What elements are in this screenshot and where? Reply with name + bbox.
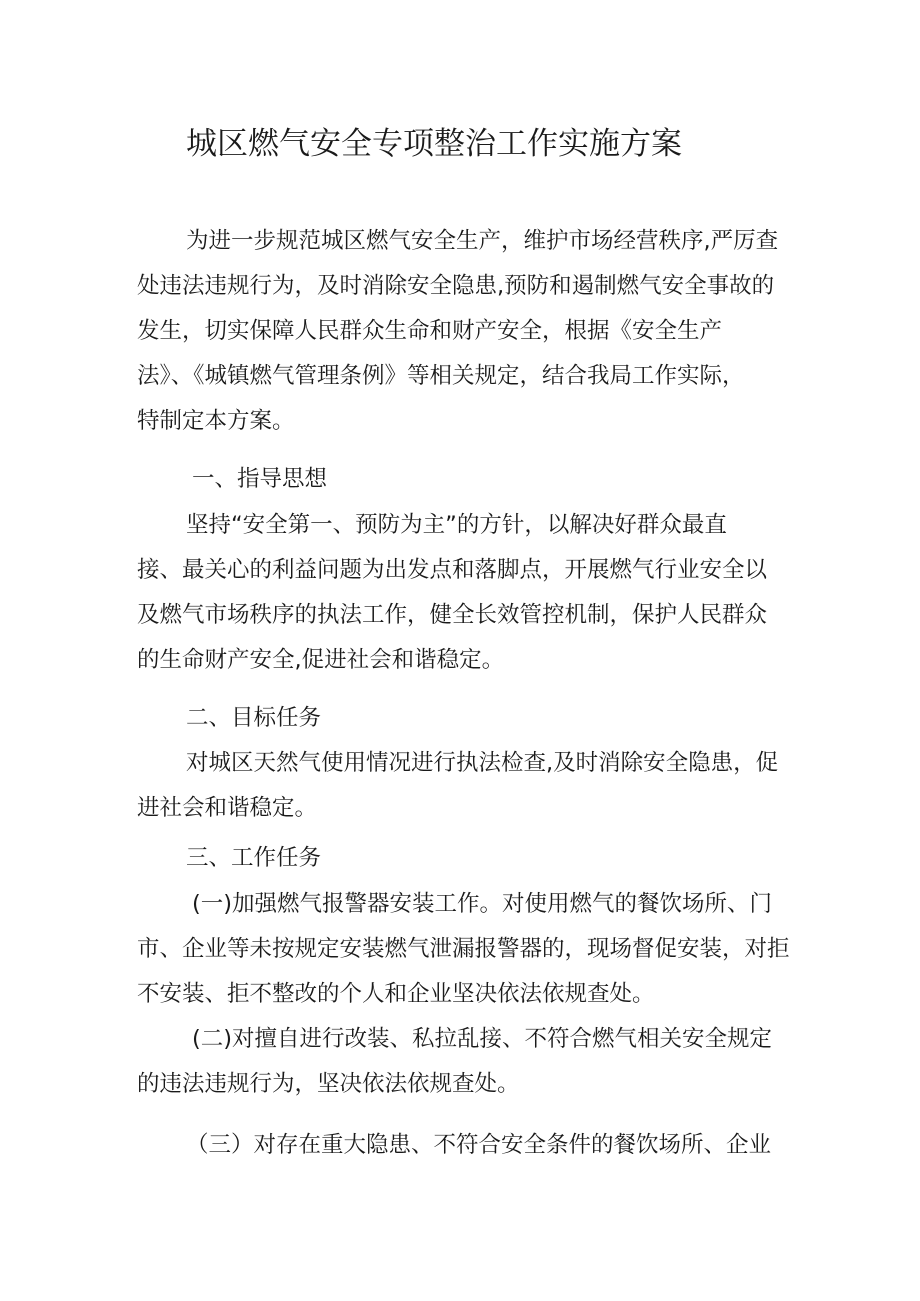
- text-line: 市、企业等未按规定安装燃气泄漏报警器的，现场督促安装，对拒: [137, 936, 790, 962]
- text-line: 法》、《城镇燃气管理条例》等相关规定，结合我局工作实际，: [137, 363, 745, 389]
- text-line: (二)对擅自进行改装、私拉乱接、不符合燃气相关安全规定: [192, 1026, 773, 1052]
- section-heading-tasks: 三、工作任务: [186, 845, 322, 871]
- text-line: 发生，切实保障人民群众生命和财产安全，根据《安全生产: [137, 318, 723, 344]
- text-line: 对城区天然气使用情况进行执法检查,及时消除安全隐患，促: [186, 750, 779, 776]
- text-line: 特制定本方案。: [137, 408, 295, 434]
- text-line: 及燃气市场秩序的执法工作，健全长效管控机制，保护人民群众: [137, 602, 768, 628]
- section-heading-goals: 二、目标任务: [186, 705, 322, 731]
- text-line: 进社会和谐稳定。: [137, 795, 318, 821]
- text-line: 处违法违规行为，及时消除安全隐患,预防和遏制燃气安全事故的: [137, 273, 775, 299]
- text-line: （三）对存在重大隐患、不符合安全条件的餐饮场所、企业: [186, 1132, 772, 1158]
- text-line: 的违法违规行为，坚决依法依规查处。: [137, 1071, 520, 1097]
- text-line: 为进一步规范城区燃气安全生产，维护市场经营秩序,严厉查: [186, 228, 779, 254]
- section-heading-guiding-thought: 一、指导思想: [192, 466, 328, 492]
- text-line: 坚持“安全第一、预防为主”的方针，以解决好群众最直: [186, 512, 727, 538]
- text-line: 接、最关心的利益问题为出发点和落脚点，开展燃气行业安全以: [137, 557, 768, 583]
- document-title: 城区燃气安全专项整治工作实施方案: [186, 126, 682, 162]
- text-line: (一)加强燃气报警器安装工作。对使用燃气的餐饮场所、门: [192, 891, 773, 917]
- text-line: 不安装、拒不整改的个人和企业坚决依法依规查处。: [137, 981, 655, 1007]
- text-line: 的生命财产安全,促进社会和谐稳定。: [137, 647, 505, 673]
